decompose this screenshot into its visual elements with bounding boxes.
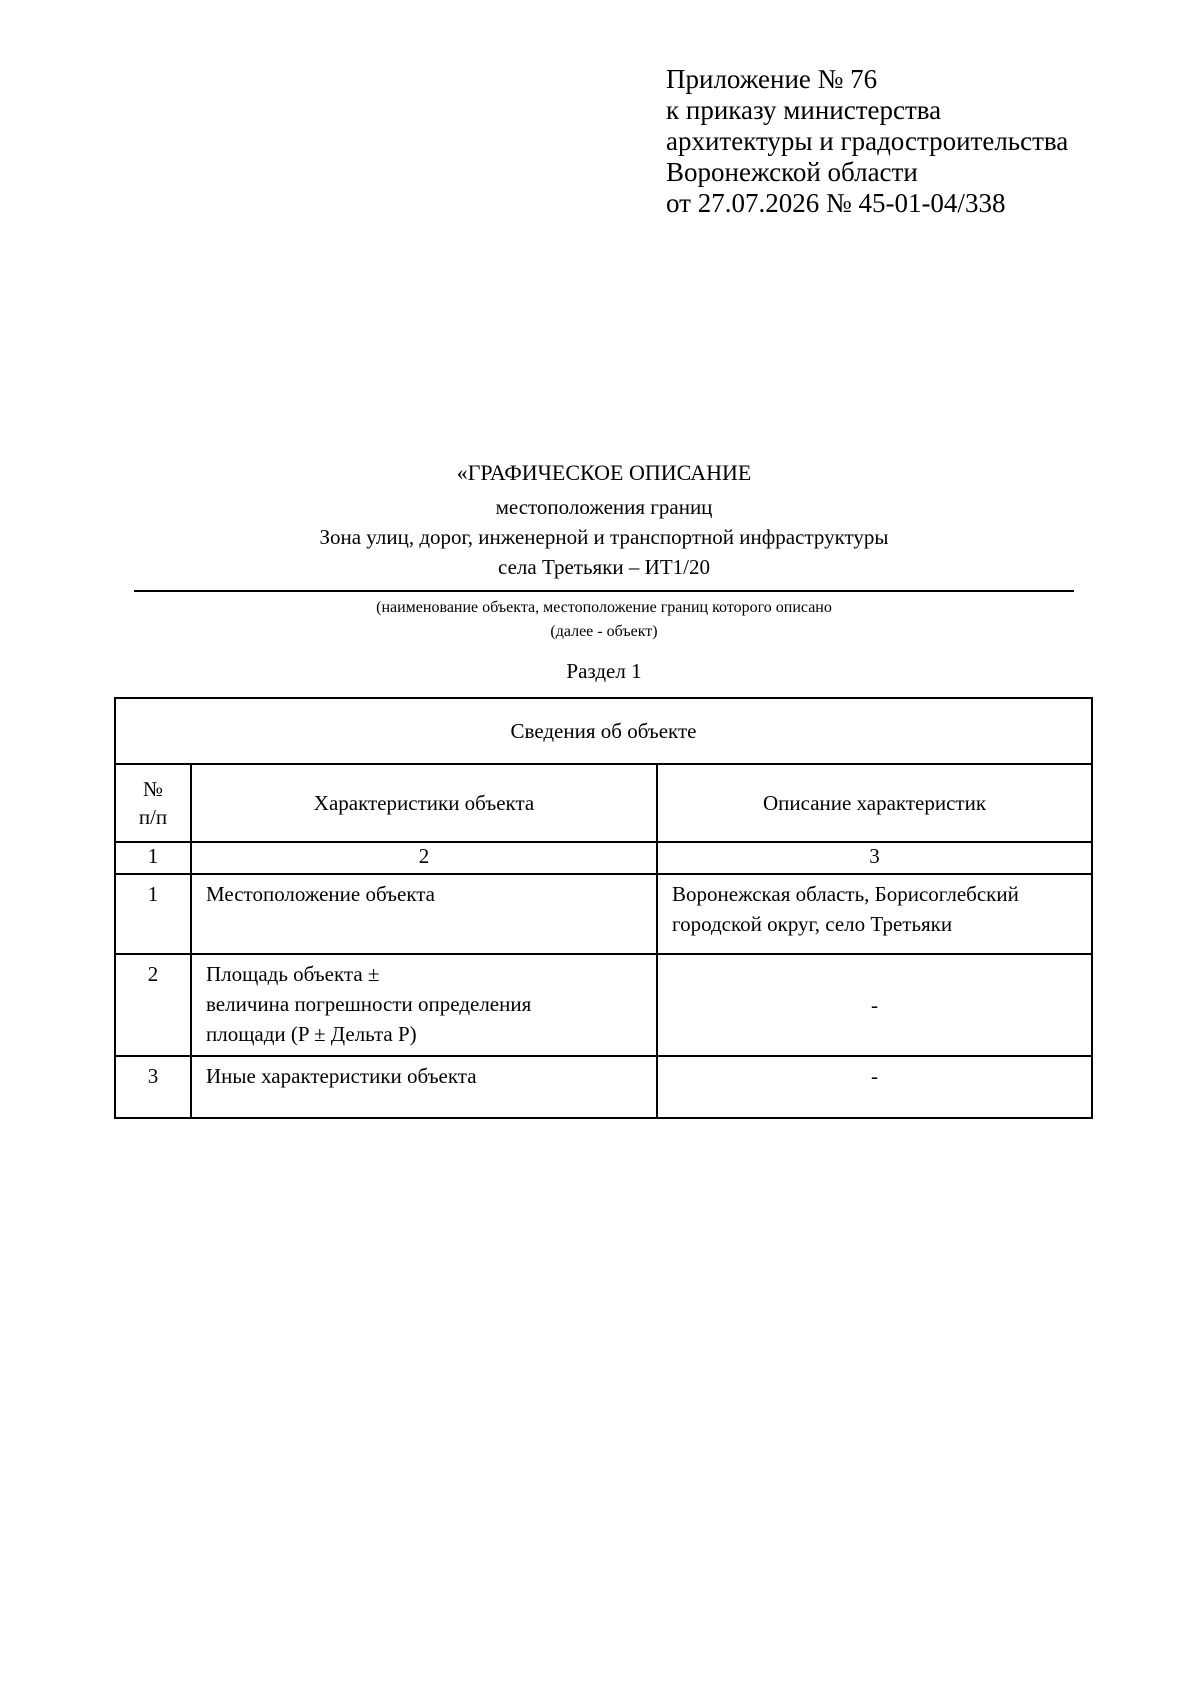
column-index: 3 [657, 842, 1092, 874]
row-characteristic: Иные характеристики объекта [191, 1056, 657, 1118]
title-line: Зона улиц, дорог, инженерной и транспортной инфраструктуры [319, 525, 889, 549]
column-header-description: Описание характеристик [657, 764, 1092, 842]
row-description: - [657, 954, 1092, 1056]
characteristic-line: площади (P ± Дельта P) [206, 1022, 417, 1046]
title-line: села Третьяки – ИТ1/20 [498, 555, 710, 579]
characteristic-line: Площадь объекта ± [206, 962, 380, 986]
column-header-num [115, 764, 191, 842]
column-index: 1 [115, 842, 191, 874]
appendix-line: архитектуры и градостроительства [666, 126, 1069, 156]
caption-line: (наименование объекта, местоположение границ которого описано [376, 599, 832, 616]
appendix-line: Воронежской области [666, 157, 918, 187]
column-index: 2 [191, 842, 657, 874]
table-row [115, 874, 1092, 954]
row-number: 1 [115, 874, 191, 954]
description-line: городской округ, село Третьяки [672, 912, 953, 936]
num-header-line: № [142, 777, 164, 801]
description-line: Воронежская область, Борисоглебский [672, 882, 1019, 906]
table-header: Сведения об объекте [115, 698, 1092, 764]
row-characteristic: Местоположение объекта [191, 874, 657, 954]
row-number: 3 [115, 1056, 191, 1118]
characteristic-line: величина погрешности определения [206, 992, 532, 1016]
row-characteristic [191, 954, 657, 1056]
column-header-row [115, 764, 1092, 842]
column-index-row [115, 842, 1092, 874]
appendix-block [666, 64, 1068, 219]
row-description [657, 874, 1092, 954]
object-caption [134, 596, 1074, 644]
num-header-line: п/п [138, 805, 168, 829]
column-header-characteristics: Характеристики объекта [191, 764, 657, 842]
appendix-line: от 27.07.2026 № 45-01-04/338 [666, 188, 1006, 218]
caption-line: (далее - объект) [550, 623, 658, 640]
row-description: - [657, 1056, 1092, 1118]
appendix-line: Приложение № 76 [666, 64, 878, 94]
row-number: 2 [115, 954, 191, 1056]
title-main: «ГРАФИЧЕСКОЕ ОПИСАНИЕ [456, 460, 752, 485]
title-underline [134, 590, 1074, 592]
table-row [115, 1056, 1092, 1118]
table-header-row [115, 698, 1092, 764]
object-info-table [114, 697, 1093, 1119]
title-line: местоположения границ [495, 495, 713, 519]
section-heading: Раздел 1 [566, 659, 642, 683]
document-title [134, 458, 1074, 582]
appendix-line: к приказу министерства [666, 95, 942, 125]
table-row [115, 954, 1092, 1056]
